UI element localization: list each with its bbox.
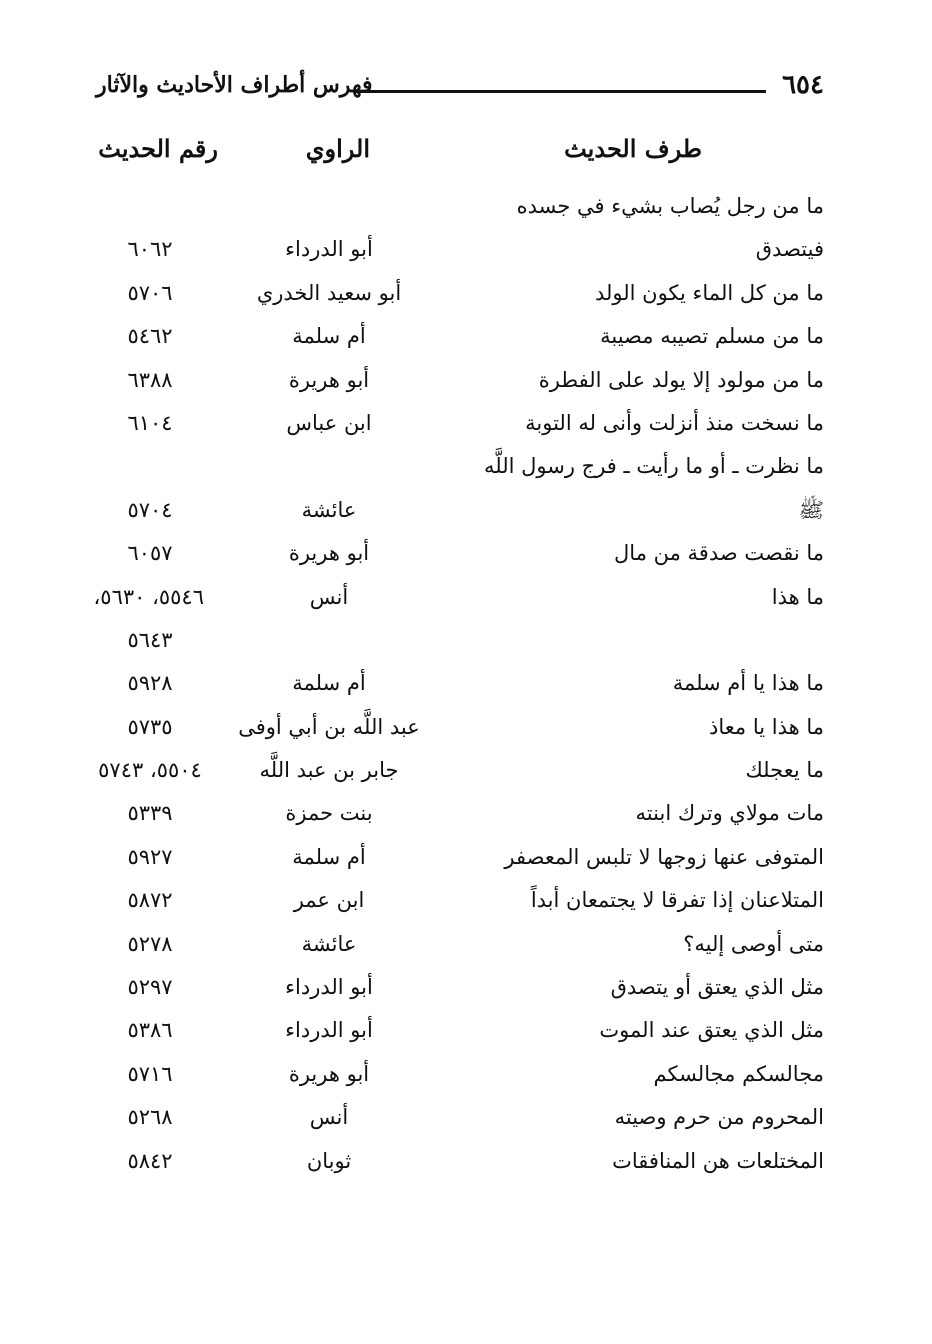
column-header-narrator: الراوي [305, 134, 370, 163]
index-table [93, 185, 824, 1185]
hadith-number: ٥٧٠٦ [127, 280, 173, 305]
hadith-number: ٥٧٠٤ [127, 497, 173, 522]
table-row [96, 272, 824, 315]
hadith-text: ما نقصت صدقة من مال [614, 541, 824, 566]
hadith-number: ٥٣٣٩ [127, 801, 173, 826]
narrator-name: أبو الدرداء [285, 975, 373, 1000]
narrator-name: أم سلمة [292, 844, 366, 869]
table-row [96, 489, 824, 532]
hadith-text: مثل الذي يعتق عند الموت [599, 1018, 824, 1043]
table-row [93, 576, 824, 619]
narrator-name: جابر بن عبد اللَّه [259, 758, 399, 783]
table-row [96, 923, 824, 966]
hadith-number: ٥٢٩٧ [127, 975, 173, 1000]
table-row [96, 532, 824, 575]
narrator-name: أم سلمة [292, 324, 366, 349]
hadith-text: ما هذا يا أم سلمة [672, 671, 824, 696]
narrator-name: بنت حمزة [285, 801, 373, 826]
hadith-text: ما هذا يا معاذ [709, 714, 824, 739]
narrator-name: أبو الدرداء [285, 237, 373, 262]
hadith-text: مثل الذي يعتق أو يتصدق [610, 975, 824, 1000]
table-row [96, 445, 824, 488]
table-row [96, 706, 824, 749]
table-row [96, 749, 824, 792]
hadith-number: ٥٥٤٦، ٥٦٣٠، [93, 584, 204, 609]
hadith-text: ما هذا [771, 584, 824, 609]
table-row [96, 228, 824, 271]
hadith-number: ٦٠٦٢ [127, 237, 173, 262]
hadith-text: ﷺ [798, 497, 824, 522]
hadith-number: ٦٠٥٧ [127, 541, 173, 566]
hadith-number: ٥٨٧٢ [127, 888, 173, 913]
narrator-name: ابن عمر [293, 888, 365, 913]
hadith-number: ٥٦٤٣ [127, 627, 173, 652]
running-head [96, 70, 824, 110]
narrator-name: أبو هريرة [288, 541, 370, 566]
column-header-number: رقم الحديث [98, 134, 218, 163]
narrator-name: أنس [309, 1105, 349, 1130]
hadith-text: ما من مولود إلا يولد على الفطرة [538, 367, 824, 392]
table-row [96, 1053, 824, 1096]
narrator-name: أم سلمة [292, 671, 366, 696]
table-row [96, 966, 824, 1009]
hadith-text: المحروم من حرم وصيته [614, 1105, 824, 1130]
hadith-text: ما نسخت منذ أنزلت وأنى له التوبة [525, 410, 824, 435]
table-row [96, 1140, 824, 1183]
hadith-text: ما يعجلك [745, 758, 824, 783]
hadith-text: متى أوصى إليه؟ [683, 931, 824, 956]
table-row [96, 619, 824, 662]
hadith-text: المتوفى عنها زوجها لا تلبس المعصفر [504, 844, 824, 869]
narrator-name: أبو هريرة [288, 367, 370, 392]
hadith-text: المتلاعنان إذا تفرقا لا يجتمعان أبداً [530, 888, 824, 913]
narrator-name: عائشة [301, 497, 357, 522]
hadith-text: ما من رجل يُصاب بشيء في جسده [516, 194, 824, 218]
hadith-number: ٦٣٨٨ [127, 367, 173, 392]
narrator-name: أبو سعيد الخدري [256, 280, 402, 305]
hadith-number: ٥٢٦٨ [127, 1105, 173, 1130]
hadith-number: ٥٩٢٧ [127, 844, 173, 869]
hadith-text: مجالسكم مجالسكم [653, 1061, 824, 1086]
hadith-number: ٦١٠٤ [127, 410, 173, 435]
hadith-number: ٥٧١٦ [127, 1061, 173, 1086]
hadith-number: ٥٧٣٥ [127, 714, 173, 739]
hadith-number: ٥٩٢٨ [127, 671, 173, 696]
narrator-name: أنس [309, 584, 349, 609]
running-title: فهرس أطراف الأحاديث والآثار [96, 72, 373, 98]
table-row [96, 1096, 824, 1139]
hadith-number: ٥٢٧٨ [127, 931, 173, 956]
narrator-name: ابن عباس [286, 410, 372, 435]
table-row [96, 662, 824, 705]
narrator-name: عبد اللَّه بن أبي أوفى [238, 714, 420, 739]
table-row [96, 836, 824, 879]
table-row [96, 402, 824, 445]
hadith-text: ما من مسلم تصيبه مصيبة [600, 324, 824, 349]
hadith-number: ٥٨٤٢ [127, 1148, 173, 1173]
hadith-number: ٥٤٦٢ [127, 324, 173, 349]
hadith-text: المختلعات هن المنافقات [612, 1148, 824, 1173]
hadith-text: ما نظرت ـ أو ما رأيت ـ فرج رسول اللَّه [484, 454, 824, 479]
narrator-name: ثوبان [306, 1148, 352, 1173]
table-row [96, 1009, 824, 1052]
column-header-hadith: طرف الحديث [564, 134, 702, 163]
narrator-name: أبو الدرداء [285, 1018, 373, 1043]
hadith-text: فيتصدق [755, 237, 824, 262]
hadith-number: ٥٥٠٤، ٥٧٤٣ [98, 758, 202, 783]
hadith-number: ٥٣٨٦ [127, 1018, 173, 1043]
table-row [96, 792, 824, 835]
table-row [96, 315, 824, 358]
hadith-text: مات مولاي وترك ابنته [635, 801, 824, 826]
narrator-name: عائشة [301, 931, 357, 956]
page-number: ٦٥٤ [782, 70, 824, 100]
table-row [96, 185, 824, 228]
narrator-name: أبو هريرة [288, 1061, 370, 1086]
table-row [96, 879, 824, 922]
header-rule [354, 90, 766, 93]
hadith-text: ما من كل الماء يكون الولد [594, 280, 824, 305]
table-row [96, 359, 824, 402]
column-headers [96, 134, 824, 170]
